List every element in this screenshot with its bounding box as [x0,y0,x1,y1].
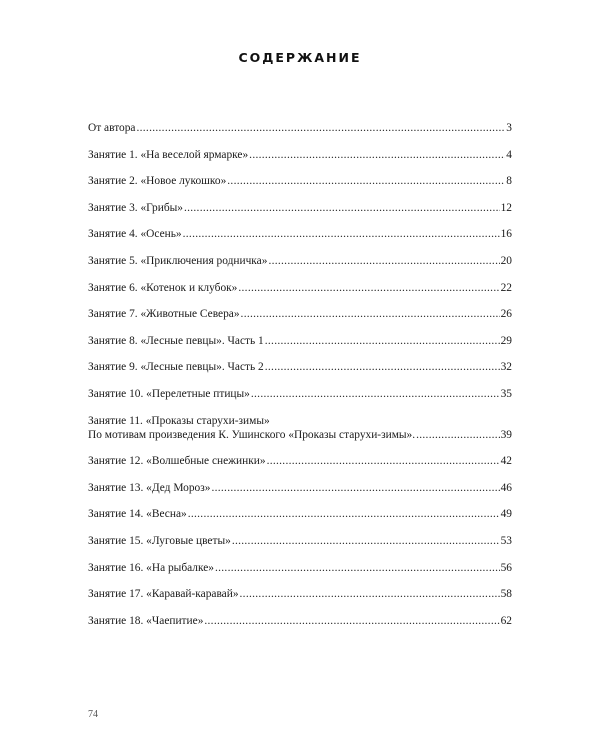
toc-entry-label: Занятие 18. «Чаепитие» [88,614,204,627]
toc-entry-page: 53 [500,534,512,547]
toc-entry-page: 8 [506,175,512,188]
dot-leader [416,428,500,443]
dot-leader [251,387,500,402]
page-number: 74 [88,709,98,720]
toc-entry-page: 20 [500,254,512,267]
toc-entry-page: 35 [500,387,512,400]
dot-leader [232,534,500,549]
toc-entry-label: Занятие 12. «Волшебные снежинки» [88,455,266,468]
toc-entry [88,454,512,469]
toc-entry [88,534,512,549]
toc-entry-label: Занятие 6. «Котенок и клубок» [88,281,238,294]
toc-entry-label: Занятие 5. «Приключения родничка» [88,254,268,267]
toc-entry-label: Занятие 14. «Весна» [88,508,187,521]
toc-entry [88,174,512,189]
toc-entry-label: От автора [88,122,136,134]
toc-entry [88,507,512,522]
toc-entry [88,587,512,602]
toc-entry [88,281,512,296]
toc-entry-sublabel: По мотивам произведения К. Ушинского «Проказы старухи-зимы». [88,428,416,441]
toc-entry-page: 58 [500,588,512,601]
dot-leader [183,227,500,242]
toc-entry-label: Занятие 17. «Каравай-каравай» [88,588,239,601]
toc-entry [88,121,512,136]
dot-leader [238,281,499,296]
toc-entry [88,614,512,629]
toc-entry-page: 12 [500,201,512,214]
toc-entry-label: Занятие 2. «Новое лукошко» [88,175,227,188]
toc-entry-page: 22 [500,281,512,294]
toc-entry [88,334,512,349]
toc-entry [88,254,512,269]
dot-leader [267,454,500,469]
toc-entry-page: 29 [500,334,512,347]
toc-entry-page: 46 [500,481,512,494]
toc-entry-page: 26 [500,308,512,321]
toc-entry [88,201,512,216]
table-of-contents [88,121,512,640]
toc-entry [88,481,512,496]
dot-leader [184,201,500,216]
page-title: СОДЕРЖАНИЕ [238,50,362,65]
toc-entry-page: 4 [506,148,512,161]
toc-entry-label: Занятие 4. «Осень» [88,228,182,241]
toc-entry-page: 42 [500,455,512,468]
dot-leader [268,254,499,269]
toc-entry [88,148,512,163]
toc-entry-label: Занятие 8. «Лесные певцы». Часть 1 [88,334,264,347]
toc-entry-label: Занятие 11. «Проказы старухи-зимы» [88,414,270,427]
dot-leader [211,481,499,496]
dot-leader [204,614,499,629]
dot-leader [188,507,500,522]
toc-entry-label: Занятие 9. «Лесные певцы». Часть 2 [88,361,264,374]
toc-entry-label: Занятие 3. «Грибы» [88,201,183,214]
dot-leader [241,307,500,322]
toc-entry [88,414,512,443]
toc-entry-label: Занятие 16. «На рыбалке» [88,561,214,574]
toc-entry-page: 3 [506,122,512,134]
toc-entry-label: Занятие 13. «Дед Мороз» [88,481,211,494]
dot-leader [227,174,505,189]
toc-entry-page: 56 [500,561,512,574]
toc-entry [88,307,512,322]
toc-entry [88,387,512,402]
dot-leader [265,360,500,375]
toc-entry-page: 39 [500,428,512,441]
dot-leader [136,121,505,136]
dot-leader [265,334,500,349]
dot-leader [240,587,500,602]
dot-leader [249,148,505,163]
toc-entry [88,227,512,242]
toc-entry-label: Занятие 1. «На веселой ярмарке» [88,148,249,161]
toc-entry-page: 62 [500,614,512,627]
toc-entry-page: 16 [500,228,512,241]
dot-leader [215,561,500,576]
toc-entry-label: Занятие 7. «Животные Севера» [88,308,240,321]
toc-entry-page: 32 [500,361,512,374]
toc-entry-label: Занятие 10. «Перелетные птицы» [88,387,250,400]
toc-entry [88,360,512,375]
toc-entry [88,561,512,576]
toc-entry-label: Занятие 15. «Луговые цветы» [88,534,231,547]
toc-entry-page: 49 [500,508,512,521]
